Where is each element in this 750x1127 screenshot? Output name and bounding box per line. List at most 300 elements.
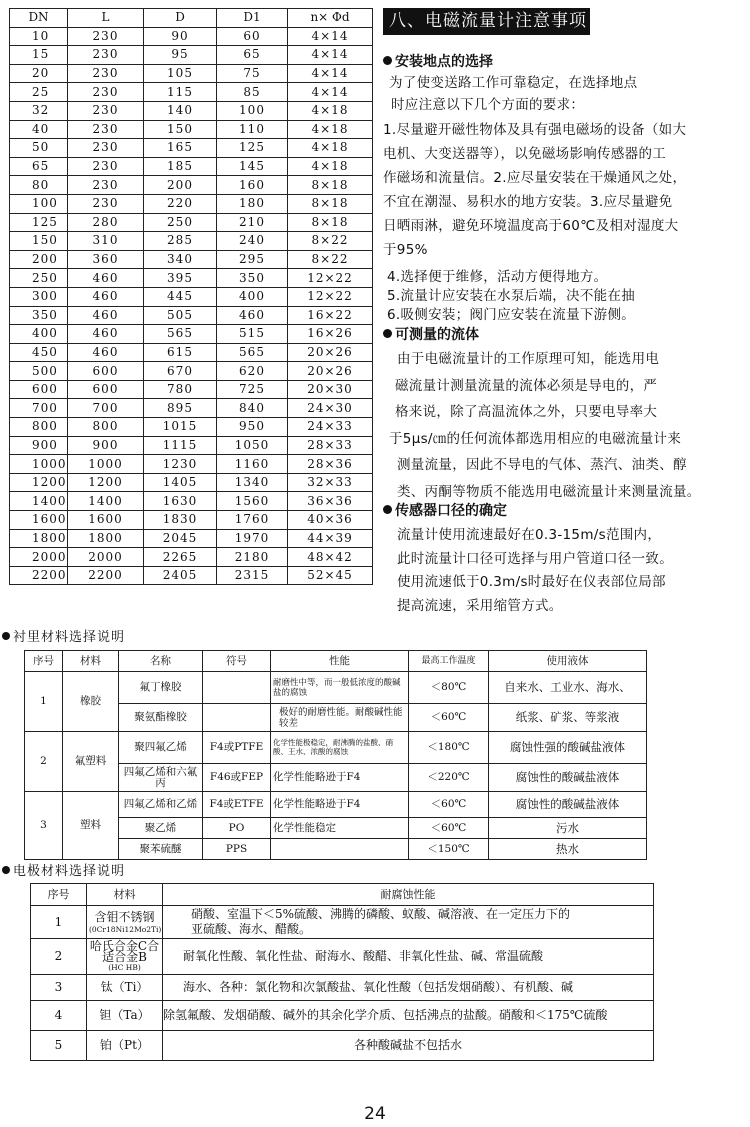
dn-table-cell: 230 [68,83,144,102]
dn-table-cell: 1600 [10,511,68,530]
electrode-material: 含钼不锈钢 (0Cr18Ni12Mo2Ti) [87,906,163,939]
dn-table-cell: 25 [10,83,68,102]
install-line: 不宜在潮湿、易积水的地方安装。3.应尽量避免 [383,194,673,210]
dn-table-cell: 4×18 [288,157,373,176]
dn-table-cell: 36×36 [288,492,373,511]
dn-table-cell: 895 [144,399,217,418]
lining-temp: ＜150℃ [409,839,489,860]
dn-table-cell: 12×22 [288,287,373,306]
dn-table-cell: 295 [217,250,288,269]
table-row [10,232,373,251]
dn-table-cell: 32 [10,101,68,120]
dn-table-cell: 1230 [144,455,217,474]
table-row [31,906,654,939]
table-row [10,269,373,288]
table-row [10,566,373,585]
dn-table-cell: 115 [144,83,217,102]
dn-table-cell: 1630 [144,492,217,511]
table-row [10,194,373,213]
dn-table-cell: 600 [10,380,68,399]
install-line: 作磁场和流量信。2.应尽量安装在干燥通风之处， [383,170,687,186]
dn-table-cell: 40 [10,120,68,139]
electrode-no: 3 [31,975,87,1001]
dn-table-cell: 2315 [217,566,288,585]
dn-table-cell: 8×18 [288,176,373,195]
fluid-line: 测量流量，因此不导电的气体、蒸汽、油类、醇 [397,457,687,473]
bullet-icon [383,505,392,514]
dn-table-cell: 2180 [217,548,288,567]
bullet-icon [383,56,392,65]
dn-table-cell: 52×45 [288,566,373,585]
table-row [10,213,373,232]
table-row [25,839,647,860]
electrode-no: 4 [31,1001,87,1031]
dn-table-cell: 700 [68,399,144,418]
lining-section-heading: 衬里材料选择说明 [2,626,125,645]
lining-no: 3 [25,792,63,860]
table-row [10,380,373,399]
table-row [25,732,647,764]
lining-name: 聚四氟乙烯 [119,732,203,764]
dn-table-cell: 2200 [10,566,68,585]
table-row [10,83,373,102]
dn-table-cell: 460 [68,325,144,344]
electrode-material-table [30,883,654,1061]
dn-table-cell: 1340 [217,473,288,492]
table-row [31,1001,654,1031]
electrode-perf: 海水、各种：氯化物和次氯酸盐、氧化性酸（包括发烟硝酸）、有机酸、碱 [163,975,654,1001]
dn-table-cell: 1600 [68,511,144,530]
dn-table-cell: 1000 [68,455,144,474]
install-intro-1: 为了使变送路工作可靠稳定，在选择地点 [389,75,638,91]
dn-table-cell: 310 [68,232,144,251]
table-row [10,529,373,548]
electrode-perf: 耐氧化性酸、氧化性盐、耐海水、酸醋、非氧化性盐、碱、常温硫酸 [163,939,654,975]
dn-table-cell: 950 [217,418,288,437]
lining-liquid: 自来水、工业水、海水、 [489,672,647,704]
install-section [383,52,686,325]
dn-table-cell: 24×33 [288,418,373,437]
dn-table-header [10,9,373,28]
dn-table-cell: 160 [217,176,288,195]
bore-section [383,501,673,618]
lining-symbol: F4或PTFE [203,732,271,764]
dn-table-cell: 125 [10,213,68,232]
bore-line: 此时流量计口径可选择与用户管道口径一致。 [397,550,673,567]
dn-table-cell: 1970 [217,529,288,548]
table-row [10,455,373,474]
fluid-heading: 可测量的流体 [383,325,701,345]
bullet-icon [2,866,10,874]
dn-table-cell: 400 [10,325,68,344]
table-row [25,672,647,704]
dn-table-cell: 8×18 [288,194,373,213]
dn-table-cell: 280 [68,213,144,232]
lining-liquid: 纸浆、矿浆、等浆液 [489,704,647,732]
dn-table-cell: 90 [144,27,217,46]
table-row [31,1031,654,1061]
electrode-perf: 各种酸碱盐不包括水 [163,1031,654,1061]
dn-table-cell: 1800 [10,529,68,548]
dn-table-cell: 8×22 [288,232,373,251]
lining-temp: ＜60℃ [409,818,489,839]
dn-table-cell: 460 [68,343,144,362]
dn-table-cell: 230 [68,120,144,139]
table-row [10,27,373,46]
lining-temp: ＜80℃ [409,672,489,704]
dn-table-cell: 85 [217,83,288,102]
lining-perf: 化学性能极稳定，耐沸腾的盐酸、硝酸、王水、浓酸的腐蚀 [271,732,409,764]
fluid-line: 由于电磁流量计的工作原理可知，能选用电 [397,351,660,367]
dn-table-cell: 1160 [217,455,288,474]
lining-name: 氟丁橡胶 [119,672,203,704]
install-line: 4.选择便于维修，活动方便得地方。 [387,269,608,285]
lining-liquid: 腐蚀性强的酸碱盐液体 [489,732,647,764]
dn-table-cell: 28×33 [288,436,373,455]
install-line: 5.流量计应安装在水泵后端，决不能在抽 [387,288,636,304]
electrode-perf: 除氢氟酸、发烟硝酸、碱外的其余化学介质、包括沸点的盐酸。硝酸和＜175℃硫酸 [163,1001,654,1031]
lining-liquid: 腐蚀性的酸碱盐液体 [489,764,647,792]
fluid-line: 磁流量计测量流量的流体必须是导电的，严 [395,377,658,394]
install-line: 1.尽量避开磁性物体及具有强电磁场的设备（如大 [383,122,687,138]
fluid-line: 于5μs/㎝的任何流体都选用相应的电磁流量计来 [389,430,682,447]
dn-table-cell: 460 [217,306,288,325]
lining-temp: ＜180℃ [409,732,489,764]
dn-table-header-cell: D [144,9,217,28]
dn-table-cell: 360 [68,250,144,269]
lining-header-cell: 性能 [271,651,409,672]
dn-table-cell: 200 [144,176,217,195]
install-line: 6.吸侧安装；阀门应安装在流量下游侧。 [387,307,636,323]
electrode-section-heading: 电极材料选择说明 [2,860,125,879]
dn-table-cell: 75 [217,64,288,83]
dn-table-cell: 4×14 [288,64,373,83]
dn-table-cell: 505 [144,306,217,325]
dn-table-cell: 340 [144,250,217,269]
lining-header-cell: 名称 [119,651,203,672]
table-row [10,511,373,530]
dn-table-cell: 600 [68,362,144,381]
electrode-header-cell: 序号 [31,884,87,906]
lining-no: 2 [25,732,63,792]
bore-line: 使用流速低于0.3m/s时最好在仪表部位局部 [397,574,666,590]
lining-symbol [203,704,271,732]
lining-name: 聚氨酯橡胶 [119,704,203,732]
lining-symbol: PPS [203,839,271,860]
table-row [10,250,373,269]
lining-perf [271,839,409,860]
dn-table-cell: 800 [68,418,144,437]
dn-table-cell: 2045 [144,529,217,548]
electrode-no: 1 [31,906,87,939]
dn-table-cell: 2000 [10,548,68,567]
dn-table-cell: 150 [10,232,68,251]
electrode-material: 钛（Ti） [87,975,163,1001]
lining-symbol [203,672,271,704]
install-line: 于95% [383,242,428,258]
lining-temp: ＜220℃ [409,764,489,792]
lining-perf: 耐磨性中等，而一般低浓度的酸碱盐的腐蚀 [271,672,409,704]
dn-table-header-cell: L [68,9,144,28]
dn-table-cell: 28×36 [288,455,373,474]
lining-no: 1 [25,672,63,732]
dn-table-cell: 40×36 [288,511,373,530]
dn-table-cell: 230 [68,101,144,120]
electrode-header-cell: 耐腐蚀性能 [163,884,654,906]
table-row [10,101,373,120]
electrode-header-cell: 材料 [87,884,163,906]
dn-table-cell: 145 [217,157,288,176]
dn-table-cell: 1760 [217,511,288,530]
dn-table-cell: 500 [10,362,68,381]
dn-table-cell: 15 [10,46,68,65]
lining-name: 聚苯硫醚 [119,839,203,860]
dn-table-cell: 4×18 [288,139,373,158]
dn-table-cell: 700 [10,399,68,418]
bore-line: 提高流速，采用缩管方式。 [397,597,563,614]
lining-perf: 化学性能略逊于F4 [271,764,409,792]
dn-table-cell: 20 [10,64,68,83]
lining-material: 橡胶 [63,672,119,732]
dn-table-header-cell: D1 [217,9,288,28]
lining-liquid: 腐蚀性的酸碱盐液体 [489,792,647,818]
dn-table-cell: 125 [217,139,288,158]
dn-table-cell: 1115 [144,436,217,455]
dn-table-cell: 220 [144,194,217,213]
lining-material-table [24,650,647,860]
dn-table-cell: 4×18 [288,120,373,139]
dn-table-cell: 230 [68,157,144,176]
electrode-perf: 硝酸、室温下＜5%硫酸、沸腾的磷酸、蚁酸、碱溶液、在一定压力下的 亚硫酸、海水、醋酸。 [163,906,654,939]
table-row [10,46,373,65]
dn-table-cell: 395 [144,269,217,288]
dn-table-cell: 4×14 [288,46,373,65]
dn-table-cell: 230 [68,139,144,158]
table-row [25,792,647,818]
dn-table-cell: 2200 [68,566,144,585]
dn-table-cell: 515 [217,325,288,344]
bore-heading: 传感器口径的确定 [383,501,673,521]
bullet-icon [383,329,392,338]
dn-table-cell: 1830 [144,511,217,530]
dn-table-cell: 180 [217,194,288,213]
dn-table-cell: 450 [10,343,68,362]
dn-table-cell: 65 [10,157,68,176]
table-row [31,939,654,975]
dn-table-cell: 165 [144,139,217,158]
dn-table-cell: 445 [144,287,217,306]
table-row [10,436,373,455]
dn-table-cell: 460 [68,269,144,288]
dn-table-cell: 840 [217,399,288,418]
lining-header-cell: 符号 [203,651,271,672]
dn-table-cell: 44×39 [288,529,373,548]
lining-symbol: PO [203,818,271,839]
dn-table-cell: 230 [68,46,144,65]
dn-table-cell: 2405 [144,566,217,585]
dn-table-cell: 8×18 [288,213,373,232]
dn-table-cell: 20×26 [288,362,373,381]
install-line: 日晒雨淋，避免环境温度高于60℃及相对湿度大 [383,218,679,234]
table-row [10,492,373,511]
dn-dimension-table [9,8,373,585]
fluid-line: 类、丙酮等物质不能选用电磁流量计来测量流量。 [397,483,701,500]
dn-table-cell: 240 [217,232,288,251]
lining-symbol: F46或FEP [203,764,271,792]
electrode-material: 哈氏合金C合适合金B (HC HB) [87,939,163,975]
table-row [10,473,373,492]
lining-perf: 极好的耐磨性能。耐酸碱性能较差 [271,704,409,732]
dn-table-cell: 285 [144,232,217,251]
table-row [25,818,647,839]
dn-table-cell: 900 [10,436,68,455]
dn-table-cell: 670 [144,362,217,381]
dn-table-cell: 350 [10,306,68,325]
dn-table-cell: 565 [217,343,288,362]
table-row [10,306,373,325]
dn-table-cell: 200 [10,250,68,269]
dn-table-cell: 1050 [217,436,288,455]
dn-table-cell: 16×22 [288,306,373,325]
lining-temp: ＜60℃ [409,792,489,818]
lining-liquid: 热水 [489,839,647,860]
dn-table-cell: 780 [144,380,217,399]
electrode-material: 钽（Ta） [87,1001,163,1031]
table-row [25,704,647,732]
dn-table-cell: 250 [144,213,217,232]
dn-table-cell: 60 [217,27,288,46]
dn-table-cell: 210 [217,213,288,232]
lining-temp: ＜60℃ [409,704,489,732]
lining-perf: 化学性能稳定 [271,818,409,839]
lining-header-cell: 序号 [25,651,63,672]
table-row [10,287,373,306]
dn-table-cell: 150 [144,120,217,139]
table-row [31,975,654,1001]
lining-name: 聚乙烯 [119,818,203,839]
install-intro-2: 时应注意以下几个方面的要求： [391,97,585,113]
dn-table-cell: 400 [217,287,288,306]
fluid-line: 格来说，除了高温流体之外，只要电导率大 [395,404,658,420]
dn-table-cell: 350 [217,269,288,288]
bullet-icon [2,632,10,640]
section-title: 八、电磁流量计注意事项 [383,8,590,35]
lining-material: 氟塑料 [63,732,119,792]
dn-table-cell: 100 [217,101,288,120]
table-row [10,139,373,158]
dn-table-cell: 1200 [68,473,144,492]
table-row [10,343,373,362]
electrode-header-row [31,884,654,906]
lining-perf: 化学性能略逊于F4 [271,792,409,818]
dn-table-cell: 4×18 [288,101,373,120]
dn-table-cell: 65 [217,46,288,65]
table-row [10,362,373,381]
dn-table-cell: 230 [68,64,144,83]
dn-table-cell: 600 [68,380,144,399]
dn-table-cell: 140 [144,101,217,120]
dn-table-cell: 4×14 [288,83,373,102]
dn-table-cell: 16×26 [288,325,373,344]
dn-table-cell: 250 [10,269,68,288]
dn-table-cell: 1000 [10,455,68,474]
dn-table-cell: 460 [68,287,144,306]
dn-table-cell: 230 [68,27,144,46]
lining-header-cell: 使用液体 [489,651,647,672]
page-number: 24 [364,1104,386,1124]
dn-table-cell: 4×14 [288,27,373,46]
table-row [10,157,373,176]
dn-table-cell: 565 [144,325,217,344]
lining-header-cell: 最高工作温度 [409,651,489,672]
dn-table-cell: 105 [144,64,217,83]
table-row [10,399,373,418]
table-row [10,64,373,83]
lining-liquid: 污水 [489,818,647,839]
install-line: 电机、大变送器等），以免磁场影响传感器的工 [383,146,667,162]
lining-name: 四氟乙烯和六氟丙 [119,764,203,792]
table-row [10,176,373,195]
dn-table-cell: 24×30 [288,399,373,418]
install-heading: 安装地点的选择 [383,52,686,72]
bore-line: 流量计使用流速最好在0.3-15m/s范围内， [397,527,662,543]
dn-table-cell: 1400 [68,492,144,511]
dn-table-cell: 100 [10,194,68,213]
dn-table-cell: 1015 [144,418,217,437]
lining-material: 塑料 [63,792,119,860]
dn-table-cell: 20×30 [288,380,373,399]
dn-table-cell: 20×26 [288,343,373,362]
dn-table-cell: 900 [68,436,144,455]
dn-table-cell: 615 [144,343,217,362]
dn-table-cell: 12×22 [288,269,373,288]
lining-header-row [25,651,647,672]
dn-table-cell: 1200 [10,473,68,492]
dn-table-cell: 185 [144,157,217,176]
dn-table-cell: 460 [68,306,144,325]
dn-table-cell: 1800 [68,529,144,548]
table-row [10,548,373,567]
electrode-no: 2 [31,939,87,975]
dn-table-cell: 2000 [68,548,144,567]
dn-table-cell: 8×22 [288,250,373,269]
dn-table-cell: 10 [10,27,68,46]
dn-table-cell: 800 [10,418,68,437]
dn-table-cell: 2265 [144,548,217,567]
table-row [10,325,373,344]
dn-table-cell: 80 [10,176,68,195]
dn-table-cell: 50 [10,139,68,158]
dn-table-header-cell: DN [10,9,68,28]
dn-table-cell: 1400 [10,492,68,511]
dn-table-cell: 230 [68,194,144,213]
dn-table-cell: 32×33 [288,473,373,492]
fluid-section [383,325,701,505]
dn-table-cell: 725 [217,380,288,399]
dn-table-cell: 620 [217,362,288,381]
dn-table-cell: 95 [144,46,217,65]
lining-name: 四氟乙烯和乙烯 [119,792,203,818]
table-row [25,764,647,792]
table-row [10,418,373,437]
dn-table-cell: 110 [217,120,288,139]
lining-header-cell: 材料 [63,651,119,672]
dn-table-cell: 300 [10,287,68,306]
dn-table-cell: 230 [68,176,144,195]
electrode-material: 铂（Pt） [87,1031,163,1061]
dn-table-cell: 1405 [144,473,217,492]
dn-table-cell: 1560 [217,492,288,511]
